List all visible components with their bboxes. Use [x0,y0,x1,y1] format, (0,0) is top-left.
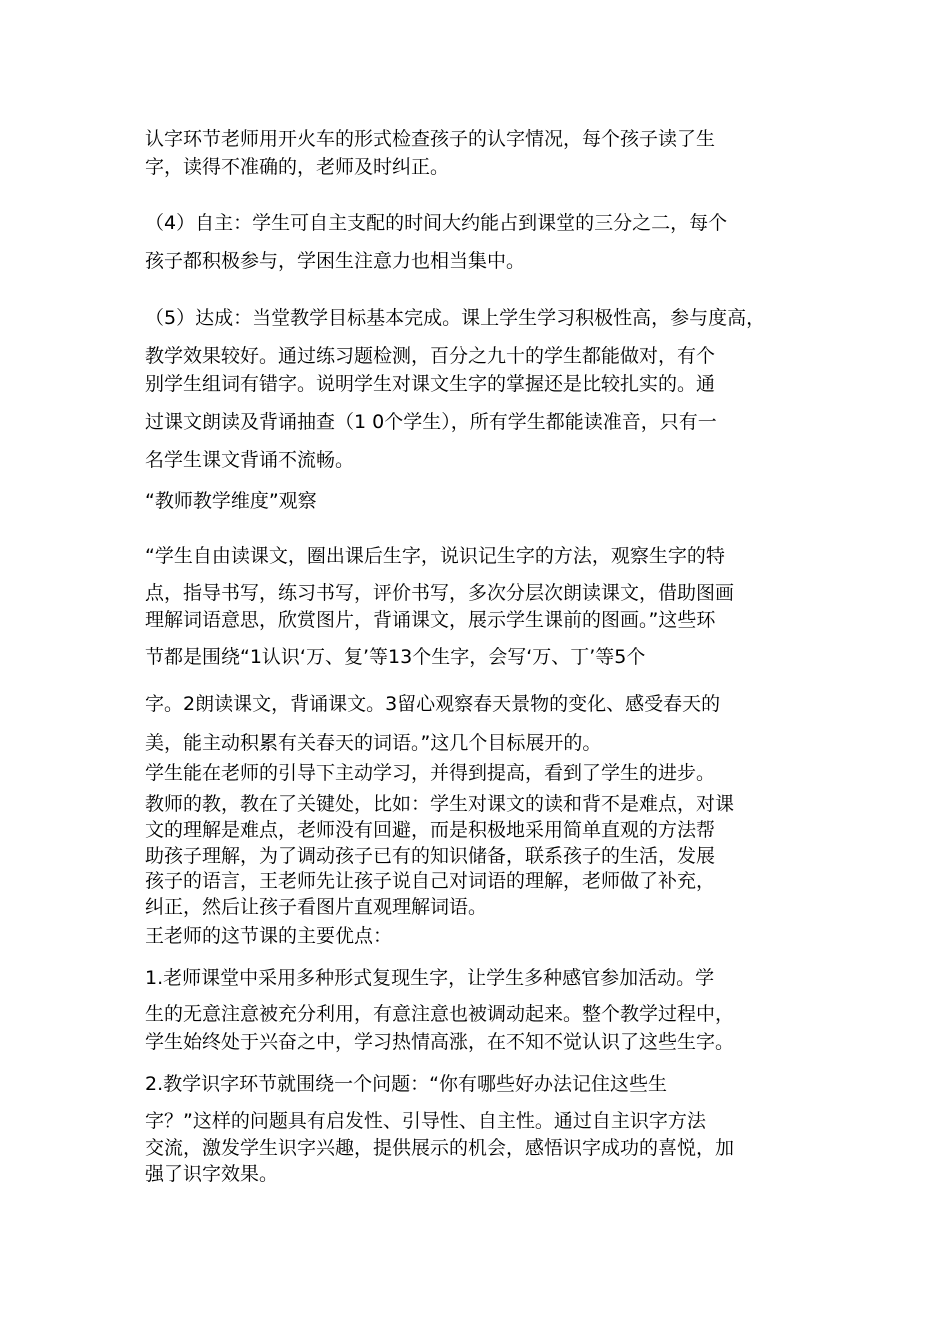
text-line: 理解词语意思，欣赏图片，背诵课文，展示学生课前的图画。”这些环 [145,609,716,631]
text-line: 字，读得不准确的，老师及时纠正。 [145,156,450,178]
text-line: 教学效果较好。通过练习题检测，百分之九十的学生都能做对，有个 [145,345,716,367]
text-line: 学生始终处于兴奋之中，学习热情高涨，在不知不觉认识了这些生字。 [145,1031,735,1053]
text-line: 孩子的语言，王老师先让孩子说自己对词语的理解，老师做了补充， [145,870,716,892]
text-line: 助孩子理解，为了调动孩子已有的知识储备，联系孩子的生活，发展 [145,845,716,867]
text-line: 孩子都积极参与，学困生注意力也相当集中。 [145,250,526,272]
text-line: 别学生组词有错字。说明学生对课文生字的掌握还是比较扎实的。通 [145,373,716,395]
text-line: 节都是围绕“1认识‘万、复’等13个生字，会写‘万、丁’等5个 [145,646,646,668]
text-line: 点，指导书写，练习书写，评价书写，多次分层次朗读课文，借助图画 [145,582,735,604]
text-line: 纠正，然后让孩子看图片直观理解词语。 [145,896,488,918]
text-line: （5）达成：当堂教学目标基本完成。课上学生学习积极性高，参与度高， [145,307,766,329]
text-line: 美，能主动积累有关春天的词语。”这几个目标展开的。 [145,732,602,754]
text-line: 过课文朗读及背诵抽查（1 0个学生），所有学生都能读准音，只有一 [145,411,717,433]
text-line: 生的无意注意被充分利用，有意注意也被调动起来。整个教学过程中， [145,1003,735,1025]
text-line: 名学生课文背诵不流畅。 [145,449,355,471]
text-line: 王老师的这节课的主要优点： [145,925,393,947]
text-line: 交流，激发学生识字兴趣，提供展示的机会，感悟识字成功的喜悦，加 [145,1137,735,1159]
text-line: 字？”这样的问题具有启发性、引导性、自主性。通过自主识字方法 [145,1110,706,1132]
text-line: “学生自由读课文，圈出课后生字，说识记生字的方法，观察生字的特 [145,545,725,567]
text-line: 字。2朗读课文，背诵课文。3留心观察春天景物的变化、感受春天的 [145,693,721,715]
text-line: 强了识字效果。 [145,1163,279,1185]
text-line: 认字环节老师用开火车的形式检查孩子的认字情况，每个孩子读了生 [145,128,716,150]
text-line: （4）自主：学生可自主支配的时间大约能占到课堂的三分之二，每个 [145,212,728,234]
list-item: 1.老师课堂中采用多种形式复现生字，让学生多种感官参加活动。学 [145,967,715,989]
list-item: 2.教学识字环节就围绕一个问题：“你有哪些好办法记住这些生 [145,1073,667,1095]
section-heading: “教师教学维度”观察 [145,490,317,512]
text-line: 学生能在老师的引导下主动学习，并得到提高，看到了学生的进步。 [145,762,716,784]
text-line: 文的理解是难点，老师没有回避，而是积极地采用简单直观的方法帮 [145,819,716,841]
text-line: 教师的教，教在了关键处，比如：学生对课文的读和背不是难点，对课 [145,793,735,815]
